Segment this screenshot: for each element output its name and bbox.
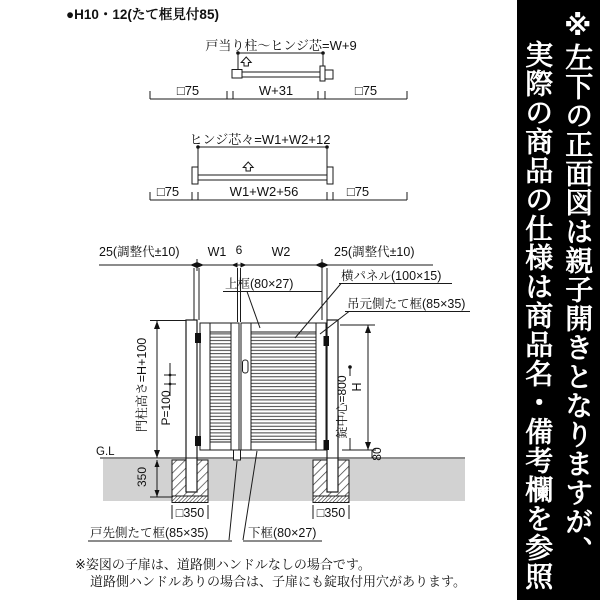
top-diagram-left-post-dim: □75 xyxy=(176,83,200,98)
child-door xyxy=(200,323,239,450)
post-height-label: 門柱高さ=H+100 xyxy=(135,337,149,433)
parent-door xyxy=(241,323,326,450)
note-line1: ※姿図の子扉は、道路側ハンドルなしの場合です。 xyxy=(75,557,371,572)
w1-dim: W1 xyxy=(207,245,227,259)
hinge-stile-label: 吊元側たて框(85×35) xyxy=(347,297,466,311)
top-diagram-heading: 戸当り柱〜ヒンジ芯=W+9 xyxy=(205,38,357,53)
hinge-icon xyxy=(324,440,330,450)
panel-label: 横パネル(100×15) xyxy=(341,269,442,283)
sidebar-notice-line1: ※左下の正面図は親子開きとなりますが、 xyxy=(562,9,594,565)
mid-diagram-span-dim: W1+W2+56 xyxy=(229,184,299,199)
sidebar-notice-line2: 実際の商品の仕様は商品名・備考欄を参照 xyxy=(522,40,554,591)
mid-diagram-heading: ヒンジ芯々=W1+W2+12 xyxy=(189,132,331,147)
lock-center-label: 錠中心=800 xyxy=(335,375,349,439)
notice-sidebar xyxy=(517,0,600,600)
height-label: H xyxy=(350,382,364,392)
top-diagram-span-dim: W+31 xyxy=(258,83,294,98)
swing-direction-arrow-icon xyxy=(243,162,253,171)
top-rail-label: 上框(80×27) xyxy=(225,277,294,291)
top-diagram-right-post-dim: □75 xyxy=(354,83,378,98)
lock-hole xyxy=(243,360,249,373)
drop-bolt xyxy=(234,450,241,460)
hinge-icon xyxy=(195,333,201,343)
hinge-icon xyxy=(324,336,330,346)
w2-dim: W2 xyxy=(271,245,291,259)
mid-diagram-left-post-dim: □75 xyxy=(156,184,180,199)
hinge-icon xyxy=(195,436,201,446)
gap-dim: 6 xyxy=(235,243,243,257)
adjust-left-dim: 25(調整代±10) xyxy=(99,245,180,259)
pitch-label: P=100 xyxy=(159,390,173,426)
note-line2: 道路側ハンドルありの場合は、子扉にも錠取付用穴があります。 xyxy=(90,574,466,589)
page-title: ●H10・12(たて框見付85) xyxy=(66,7,219,22)
bottom-rail-label: 下框(80×27) xyxy=(248,526,317,540)
ground-label: G.L xyxy=(96,446,115,458)
latch-stile-label: 戸先側たて框(85×35) xyxy=(90,526,209,540)
left-post xyxy=(186,320,197,492)
foundation-left-label: □350 xyxy=(175,506,205,520)
mid-diagram-right-post-dim: □75 xyxy=(346,184,370,199)
foundation-right-label: □350 xyxy=(316,506,346,520)
depth-label: 350 xyxy=(135,466,149,488)
bottom-gap-label: 80 xyxy=(370,447,384,461)
adjust-right-dim: 25(調整代±10) xyxy=(334,245,415,259)
swing-direction-arrow-icon xyxy=(241,57,251,66)
